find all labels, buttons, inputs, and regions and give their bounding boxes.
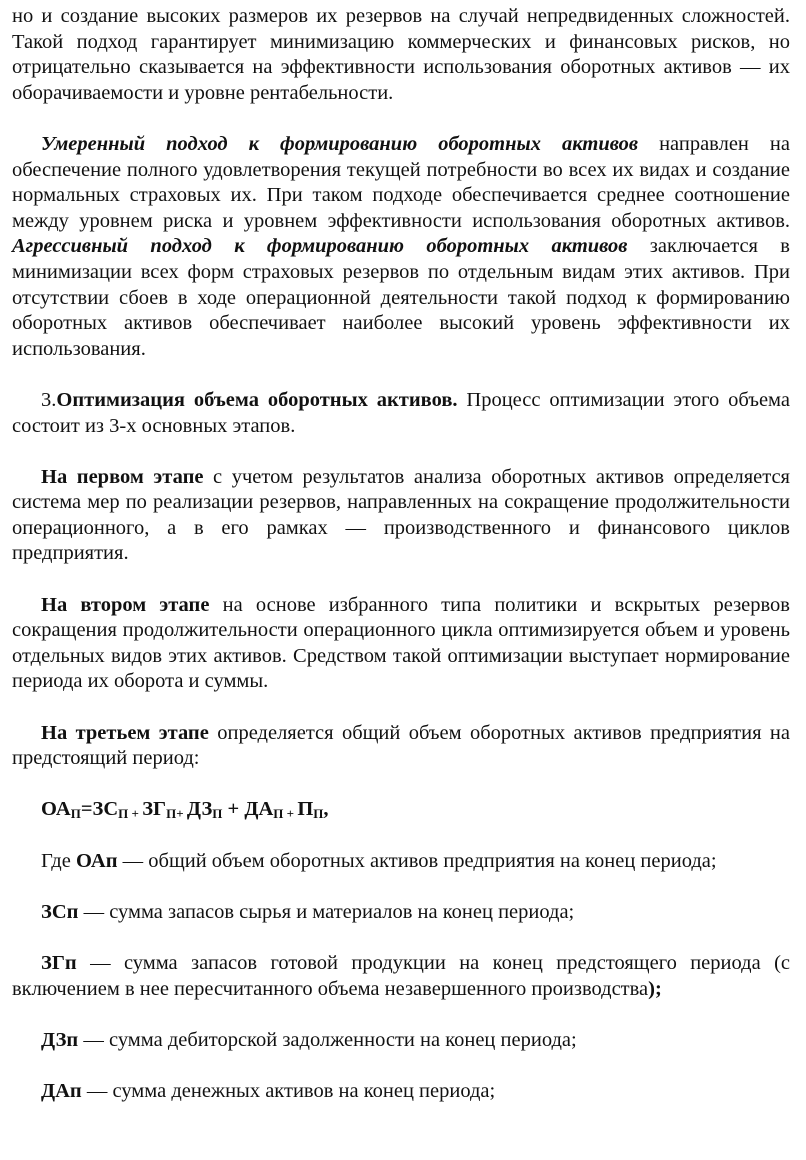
definition-da — [12, 1079, 790, 1105]
formula-zg-sub: П+ — [166, 806, 187, 822]
definition-zg-text: — сумма запасов готовой продукции на конец предстоящего периода (с включением в нее пересчитанного объема незавершенного производства — [12, 951, 790, 1000]
formula-dz-sub: П — [212, 806, 223, 822]
section-heading: Оптимизация объема оборотных активов. — [56, 388, 458, 411]
formula-zs: ЗС — [92, 798, 119, 821]
term-moderate-approach: Умеренный подход к формированию оборотных активов — [41, 132, 639, 155]
stage-1-heading: На первом этапе — [41, 465, 204, 488]
formula-eq: = — [80, 798, 93, 821]
stage-3-text: определяется общий объем оборотных активов предприятия на предстоящий период: — [12, 721, 790, 770]
formula-zs-sub: П + — [118, 806, 143, 822]
paragraph-intro: но и создание высоких размеров их резервов на случай непредвиденных сложностей. Такой подход гарантирует минимизацию коммерческих и финансовых рисков, но отрицательно сказывается на эффективности использования оборотных активов — их оборачиваемости и уровне рентабельности. — [12, 5, 790, 104]
formula-plus: + — [222, 798, 245, 821]
definition-dz-text: — сумма дебиторской задолженности на конец периода; — [78, 1028, 577, 1051]
stage-2-heading: На втором этапе — [41, 593, 210, 616]
paragraph-stage-2 — [12, 593, 790, 695]
formula-oa: ОА — [41, 798, 71, 821]
formula-da-sub: П + — [273, 806, 298, 822]
definition-oa-term: ОАп — [75, 849, 118, 872]
formula-p: П — [297, 798, 314, 821]
stage-2-text: на основе избранного типа политики и вскрытых резервов сокращения продолжительности операционного цикла оптимизируется объем и уровень отдельных видов этих активов. Средством такой оптимизации выступает нормирование периода их оборота и суммы. — [12, 593, 790, 693]
formula-da: ДА — [244, 798, 274, 821]
stage-3-heading: На третьем этапе — [41, 721, 209, 744]
definition-dz-term: ДЗп — [41, 1028, 79, 1051]
definition-zs — [12, 900, 790, 926]
term-aggressive-approach: Агрессивный подход к формированию оборотных активов — [12, 235, 628, 258]
paragraph-approaches — [12, 132, 790, 362]
formula-end: , — [323, 798, 329, 821]
definition-da-text: — сумма денежных активов на конец периода; — [81, 1079, 496, 1102]
definition-dz — [12, 1028, 790, 1054]
definition-da-term: ДАп — [41, 1079, 82, 1102]
formula-zg: ЗГ — [142, 798, 167, 821]
stage-1-text: с учетом результатов анализа оборотных активов определяется система мер по реализации резервов, направленных на сокращение продолжительности операционного, а в его рамках — производственного и финансового циклов предприятия. — [12, 465, 790, 565]
paragraph-stage-3 — [12, 721, 790, 772]
paragraph-optimization — [12, 388, 790, 439]
moderate-approach-text: направлен на обеспечение полного удовлетворения текущей потребности во всех их видах и создание нормальных страховых их. При таком подходе обеспечивается среднее соотношение между уровнем риска и уровнем эффективности использования оборотных активов. — [12, 132, 790, 232]
definition-oa-prefix: Где — [41, 849, 76, 872]
definition-zs-term: ЗСп — [41, 900, 79, 923]
aggressive-approach-text: заключается в минимизации всех форм страховых резервов по отдельным видам этих активов. При отсутствии сбоев в ходе операционной деятельности такой подход к формированию оборотных активов обеспечивает наиболее высокий уровень эффективности их использования. — [12, 235, 790, 360]
definition-oa — [12, 849, 790, 875]
definition-zg-term: ЗГп — [41, 951, 77, 974]
paragraph-stage-1 — [12, 465, 790, 567]
definition-zg-end: ); — [648, 977, 662, 1000]
definition-zs-text: — сумма запасов сырья и материалов на конец периода; — [78, 900, 575, 923]
formula-dz: ДЗ — [186, 798, 213, 821]
formula-oa-sub: П — [70, 806, 81, 822]
formula — [12, 797, 790, 823]
definition-oa-text: — общий объем оборотных активов предприятия на конец периода; — [117, 849, 717, 872]
definition-zg — [12, 951, 790, 1002]
section-number: 3. — [41, 388, 57, 411]
formula-p-sub: П — [313, 806, 324, 822]
optimization-text: Процесс оптимизации этого объема состоит из 3-х основных этапов. — [12, 388, 790, 437]
